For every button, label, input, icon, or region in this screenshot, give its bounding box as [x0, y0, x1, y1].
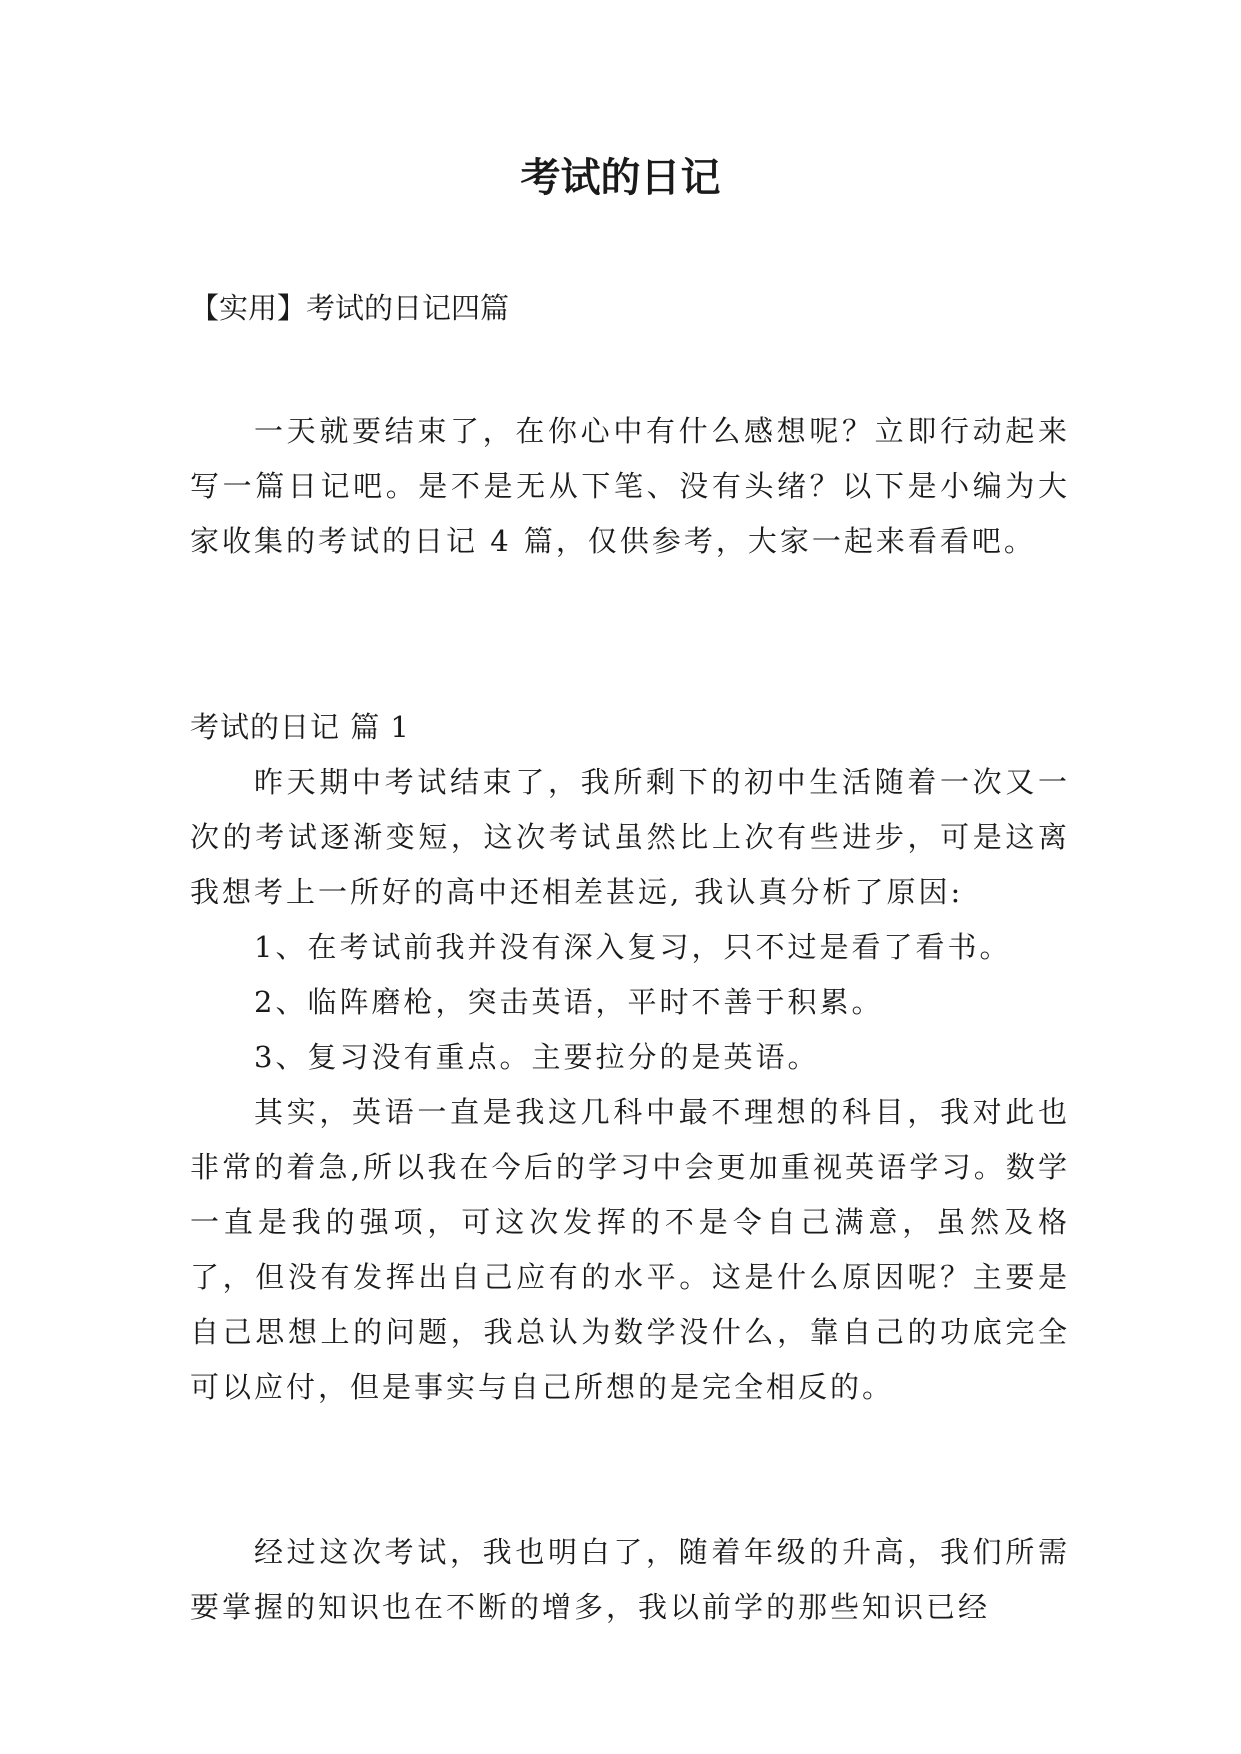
section-heading: 考试的日记 篇 1 — [190, 710, 410, 744]
section-paragraph-2: 其实，英语一直是我这几科中最不理想的科目，我对此也非常的着急,所以我在今后的学习中会更加重视英语学习。数学一直是我的强项，可这次发挥的不是令自己满意，虽然及格了，但没有发挥出自己应有的水平。这是什么原因呢？主要是自己思想上的问题，我总认为数学没什么，靠自己的功底完全可以应付，但是事实与自己所想的是完全相反的。 — [190, 1095, 1070, 1404]
document-subtitle: 【实用】考试的日记四篇 — [190, 291, 510, 325]
section-paragraph-3: 经过这次考试，我也明白了，随着年级的升高，我们所需要掌握的知识也在不断的增多，我以前学的那些知识已经 — [190, 1535, 1070, 1624]
list-item-2: 2、临阵磨枪，突击英语，平时不善于积累。 — [254, 985, 884, 1019]
list-item-3: 3、复习没有重点。主要拉分的是英语。 — [254, 1040, 820, 1074]
section-paragraph-1: 昨天期中考试结束了，我所剩下的初中生活随着一次又一次的考试逐渐变短，这次考试虽然比上次有些进步，可是这离我想考上一所好的高中还相差甚远, 我认真分析了原因: — [190, 765, 1070, 909]
list-item-1: 1、在考试前我并没有深入复习，只不过是看了看书。 — [254, 930, 1012, 964]
intro-paragraph: 一天就要结束了，在你心中有什么感想呢？立即行动起来写一篇日记吧。是不是无从下笔、没有头绪？以下是小编为大家收集的考试的日记 4 篇，仅供参考，大家一起来看看吧。 — [190, 414, 1070, 558]
document-title: 考试的日记 — [520, 155, 721, 201]
